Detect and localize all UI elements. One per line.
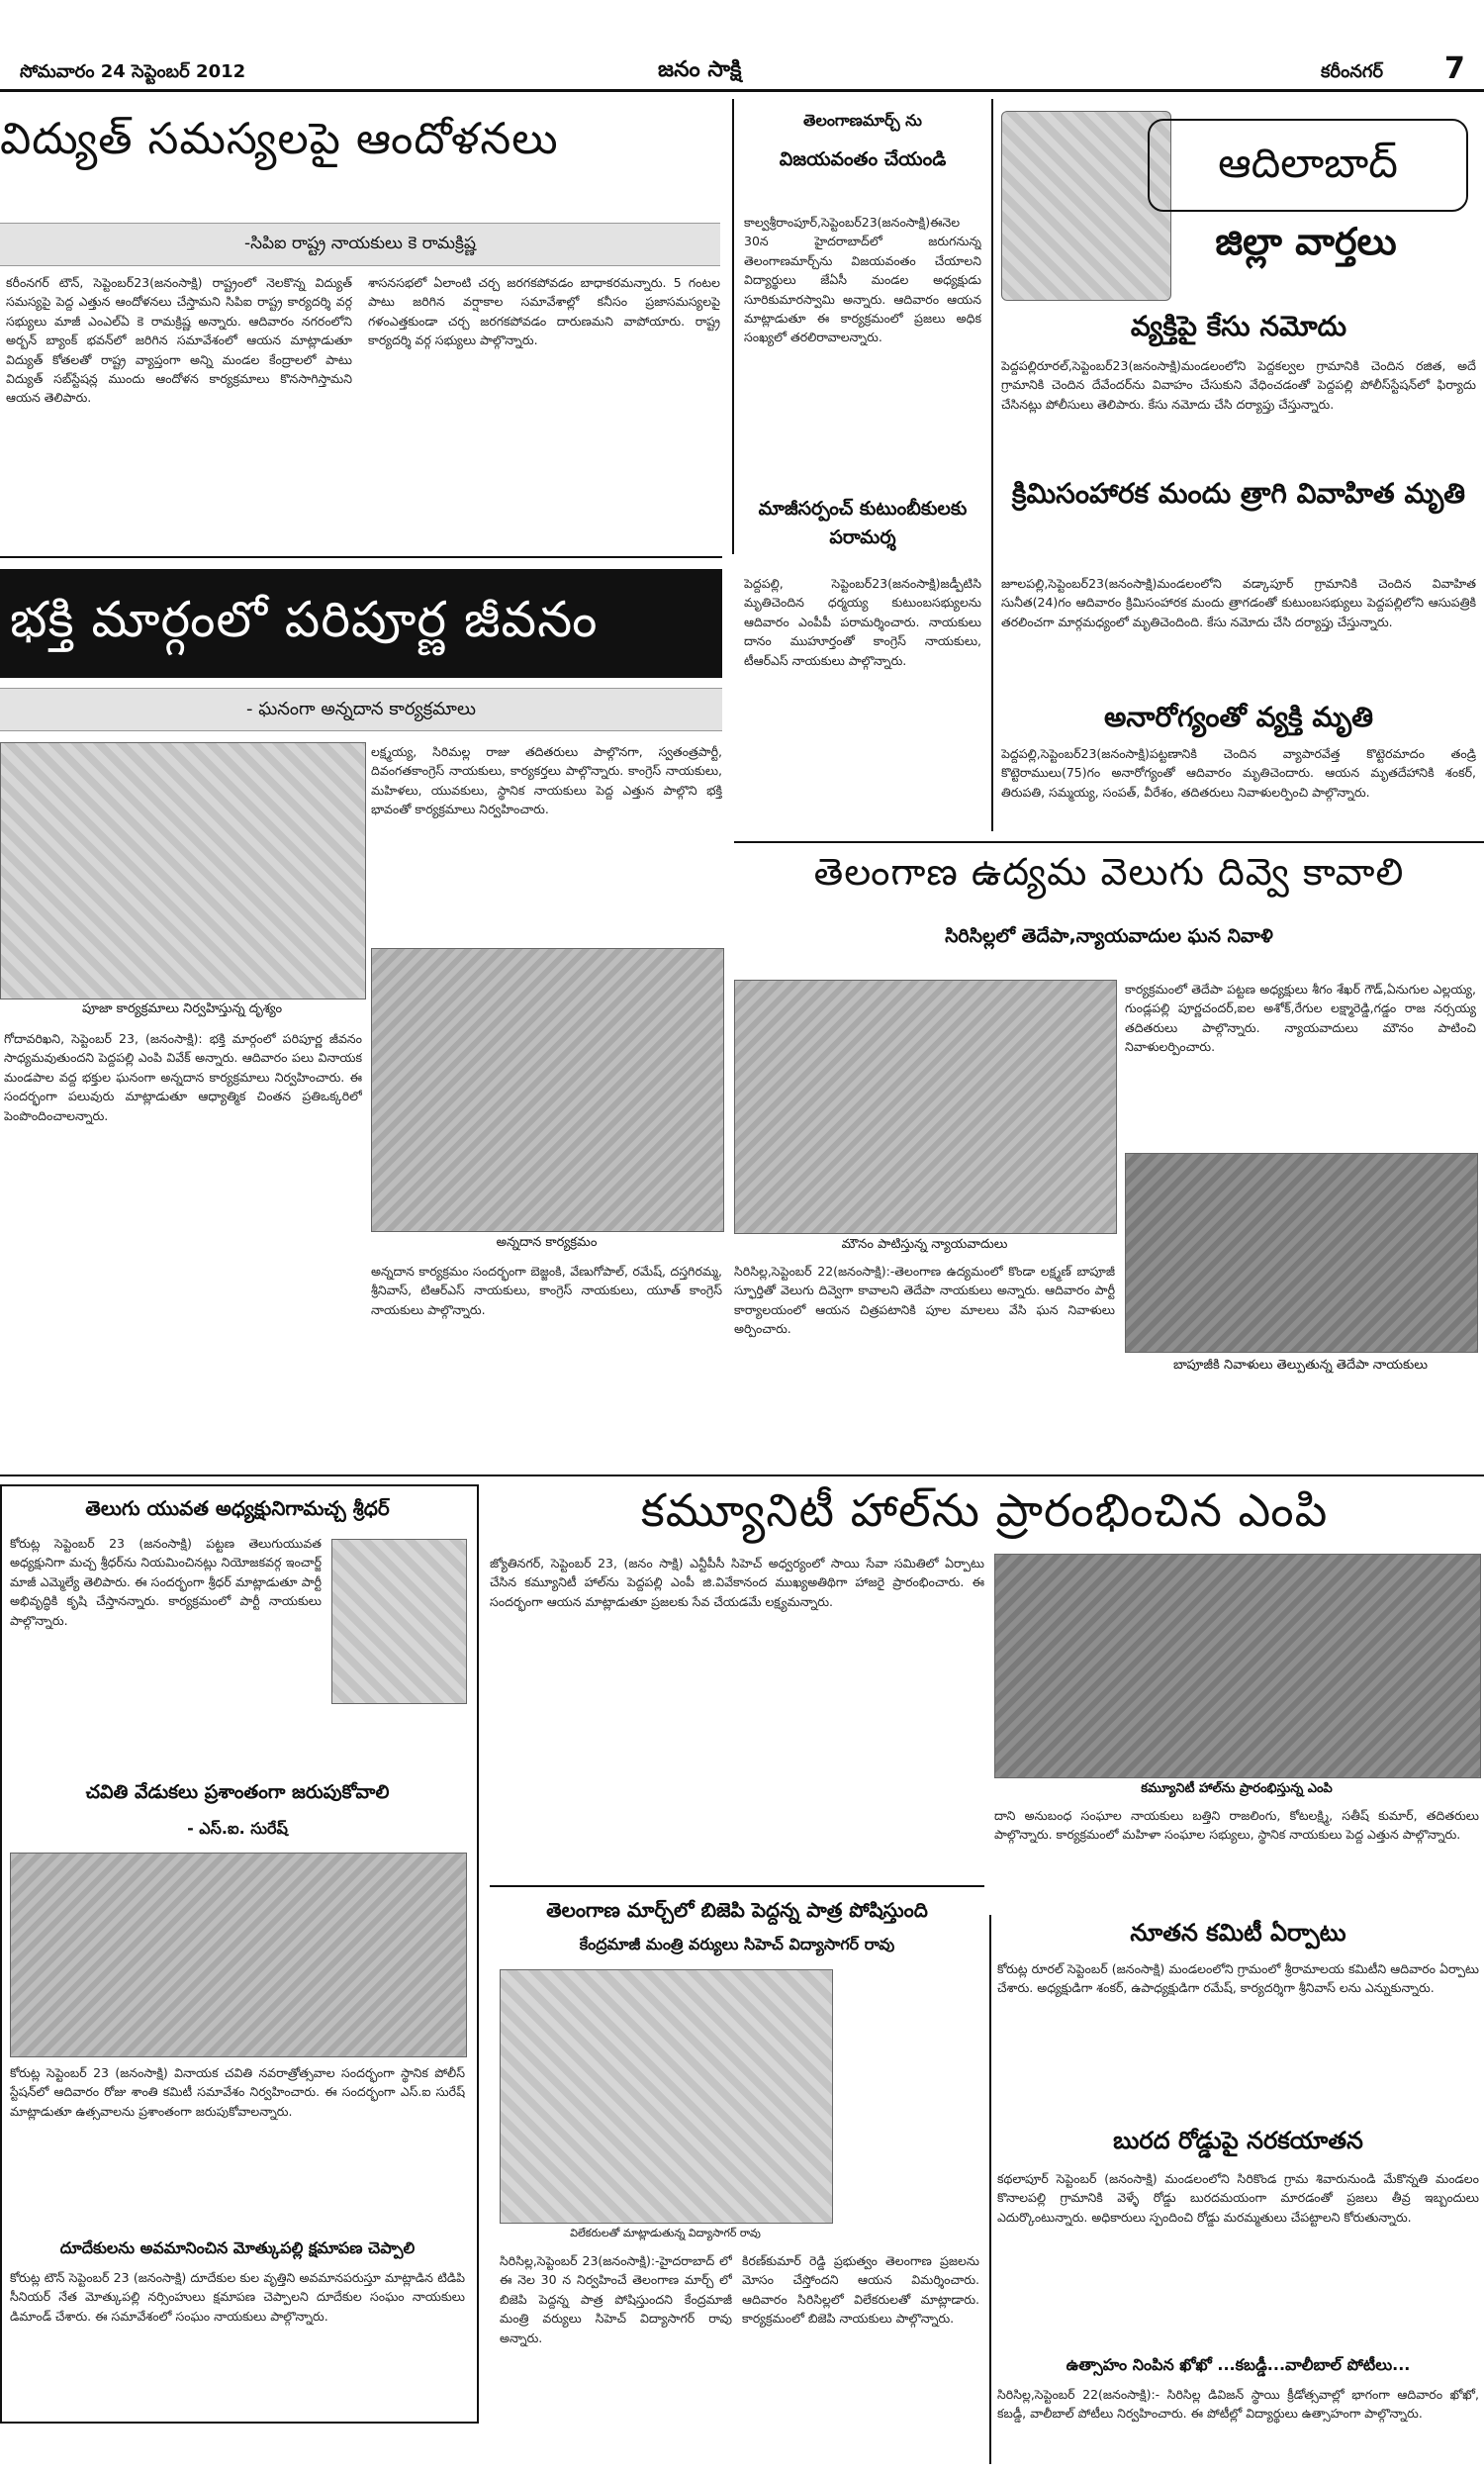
story2-body: కాల్వశ్రీరాంపూర్,సెప్టెంబర్23(జనంసాక్షి)ఈనెల 30న హైదరాబాద్‌లో జరుగనున్న తెలంగాణమార్చ్‌ను విజయవంతం చేయాలని విద్యార్థులు జేఏసీ మండల అధ్యక్షుడు సూరికుమారస్వామి అన్నారు. ఆదివారం ఆయన మాట్లాడుతూ ఈ కార్యక్రమంలో ప్రజలు అధిక సంఖ్యలో తరలిరావాలన్నారు.: [744, 215, 981, 345]
page-number: 7: [1444, 51, 1465, 86]
story1-col1: కరీంనగర్ టౌన్, సెప్టెంబర్23(జనంసాక్షి) రాష్ట్రంలో నెలకొన్న విద్యుత్ సమస్యపై పెద్ద ఎత్తున ఆందోళనలు చేస్తామని సిపిఐ రాష్ట్ర కార్యదర్శి వర్గ సభ్యులు మాజీ ఎంఎల్ఏ కె రామక్రిష్ణ అన్నారు. ఆదివారం నగరంలోని అర్బన్ బ్యాంక్ భవన్‌లో జరిగిన సమావేశంలో ఆయన మాట్లాడుతూ విద్యుత్ కోతలతో రాష్ట్ర వ్యాప్తంగా అన్ని మండల కేంద్రాలలో పాటు విద్యుత్ సబ్‌స్టేషన్ల ముందు ఆందోళన కార్యక్రమాలు కొనసాగిస్తామని ఆయన తెలిపారు.: [6, 275, 352, 406]
story1-col2: శాసనసభలో ఏలాంటి చర్చ జరగకపోవడం బాధాకరమన్నారు. 5 గంటల పాటు జరిగిన వర్షాకాల సమావేశాల్లో కనీసం ప్రజాసమస్యలపై గళంఎత్తకుండా చర్చ జరగకపోవడం దారుణమని వాపోయారు. రాష్ట్ర కార్యదర్శి వర్గ సభ్యులు పాల్గొన్నారు.: [368, 275, 720, 348]
annadanam-photo: [371, 948, 724, 1232]
story7-headline-bar: [0, 569, 722, 678]
story10-body: కోరుట్ల సెప్టెంబర్ 23 (జనంసాక్షి) వినాయక చవితి నవరాత్రోత్సవాల సందర్భంగా స్థానిక పోలీస్ స్టేషన్‌లో ఆదివారం రోజు శాంతి కమిటీ సమావేశం నిర్వహించారు. ఈ సందర్భంగా ఎస్.ఐ సురేష్ మాట్లాడుతూ ఉత్సవాలను ప్రశాంతంగా జరుపుకోవాలన్నారు.: [10, 2065, 465, 2119]
story16-headline: ఉత్సాహం నింపిన ఖోఖో ...కబడ్డీ...వాలీబాల్ పోటీలు...: [1066, 2355, 1411, 2374]
tribute-photo: [1125, 1153, 1478, 1353]
story13-photo-caption: విలేకరులతో మాట్లాడుతున్న విద్యాసాగర్ రావు: [570, 2227, 761, 2239]
story1-byline-bar: [0, 223, 720, 266]
adilabad-subtitle: జిల్లా వార్తలు: [1215, 220, 1397, 263]
story13-col-b: కిరణ్‌కుమార్ రెడ్డి ప్రభుత్వం తెలంగాణ ప్రజలను మోసం చేస్తోందని ఆయన విమర్శించారు. ఆదివారం సిరిసిల్లలో విలేకరులతో మాట్లాడారు. కార్యక్రమంలో బిజెపి నాయకులు పాల్గొన్నారు.: [742, 2253, 979, 2327]
divider: [0, 1475, 1484, 1476]
story11-headline: దూదేకులను అవమానించిన మోత్కుపల్లి క్షమాపణ చెప్పాలి: [59, 2238, 416, 2257]
story7-col-b: లక్ష్మయ్య, సిరిమల్ల రాజు తదితరులు పాల్గొనగా, స్వతంత్రపార్టీ, దివంగతకాంగ్రెస్ నాయకులు, కార్యకర్తలు పాల్గొన్నారు. కాంగ్రెస్ నాయకులు, మహిళలు, యువకులు, స్థానిక నాయకులు పెద్ద ఎత్తున పాల్గొని భక్తి భావంతో కార్యక్రమాలు నిర్వహించారు.: [371, 744, 722, 817]
story9-headline: తెలుగు యువత అధ్యక్షునిగామచ్చ శ్రీధర్: [85, 1496, 390, 1520]
story13-col-a: సిరిసిల్ల,సెప్టెంబర్ 23(జనంసాక్షి):-హైదరాబాద్ లో ఈ నెల 30 న నిర్వహించే తెలంగాణ మార్చ్ లో బిజెపి పెద్దన్న పాత్ర పోషిస్తుందని కేంద్రమాజీ మంత్రి వర్యులు సిహెచ్ విద్యాసాగర్ రావు అన్నారు.: [500, 2253, 732, 2345]
story6-headline: అనారోగ్యంతో వ్యక్తి మృతి: [1103, 701, 1374, 733]
story15-headline: బురద రోడ్డుపై నరకయాతన: [1113, 2127, 1363, 2154]
story3-headline: మాజీసర్పంచ్ కుటుంబీకులకు పరామర్శ: [758, 498, 968, 548]
story13-headline: తెలంగాణ మార్చ్‌లో బిజెపి పెద్దన్న పాత్ర పోషిస్తుంది: [546, 1898, 928, 1922]
story8-photo1-caption: మౌనం పాటిస్తున్న న్యాయవాదులు: [841, 1237, 1008, 1252]
peace-committee-photo: [10, 1853, 467, 2057]
vidyasagar-rao-photo: [500, 1969, 833, 2224]
story7-photo1-caption: పూజా కార్యక్రమాలు నిర్వహిస్తున్న దృశ్యం: [81, 1001, 283, 1016]
divider: [732, 99, 734, 554]
story8-photo2-caption: బాపూజీకి నివాళులు తెల్పుతున్న తెదేపా నాయకులు: [1173, 1358, 1428, 1373]
story12-col-a: జ్యోతినగర్, సెప్టెంబర్ 23, (జనం సాక్షి) ఎన్టీపీసీ సిహెచ్ అధ్వర్యంలో సాయి సేవా సమితిలో ఏర్పాటు చేసిన కమ్యూనిటీ హాల్‌ను పెద్దపల్లి ఎంపీ జి.వివేకానంద ముఖ్యఅతిథిగా హాజరై ప్రారంభించారు. ఈ సందర్భంగా ఆయన మాట్లాడుతూ ప్రజలకు సేవ చేయడమే లక్ష్యమన్నారు.: [490, 1556, 984, 1609]
story3-body: పెద్దపల్లి, సెప్టెంబర్23(జనంసాక్షి)జడ్పీటిసి మృతిచెందిన ధర్మయ్య కుటుంబసభ్యులను ఆదివారం ఎంపీపీ పరామర్శించారు. నాయకులు దానం ముహూర్తంతో కాంగ్రెస్ నాయకులు, టీఆర్ఎస్ నాయకులు పాల్గొన్నారు.: [744, 576, 981, 668]
divider: [991, 99, 993, 831]
story8-col-a: సిరిసిల్ల,సెప్టెంబర్ 22(జనంసాక్షి):-తెలంగాణ ఉద్యమంలో కొండా లక్ష్మణ్ బాపూజీ స్ఫూర్తితో వెలుగు దివ్వెగా కావాలని తెదేపా నాయకులు అన్నారు. ఆదివారం పార్టీ కార్యాలయంలో ఆయన చిత్రపటానికి పూల మాలలు వేసి ఘన నివాళులు అర్పించారు.: [734, 1264, 1115, 1337]
story2-headline: విజయవంతం చేయండి: [779, 148, 947, 170]
story12-col-b: దాని అనుబంధ సంఘాల నాయకులు బత్తిని రాజలింగు, కోటలక్ష్మి, సతీష్ కుమార్, తదితరులు పాల్గొన్నారు. కార్యక్రమంలో మహిళా సంఘాల సభ్యులు, స్థానిక నాయకులు పెద్ద ఎత్తున పాల్గొన్నారు.: [994, 1808, 1479, 1843]
story11-body: కోరుట్ల టౌన్ సెప్టెంబర్ 23 (జనంసాక్షి) దూదేకుల కుల వృత్తిని అవమానపరుస్తూ మాట్లాడిన టిడిపి సీనియర్ నేత మోత్కుపల్లి నర్సింహులు క్షమాపణ చెప్పాలని దూదేకుల సంఘం నాయకులు డిమాండ్ చేశారు. ఈ సమావేశంలో సంఘం నాయకులు పాల్గొన్నారు.: [10, 2270, 465, 2324]
district-label: కరీంనగర్: [1321, 61, 1383, 82]
story7-subhead: - ఘనంగా అన్నదాన కార్యక్రమాలు: [246, 699, 476, 719]
story6-body: పెద్దపల్లి,సెప్టెంబర్23(జనంసాక్షి)పట్టణానికి చెందిన వ్యాపారవేత్త కొట్టెరమాదం తండ్రి కొట్టెరాములు(75)గం అనారోగ్యంతో ఆదివారం మృతిచెందారు. ఆయన మృతదేహానికి శంకర్, తిరుపతి, సమ్మయ్య, సంపత్, వీరేశం, తదితరులు నివాళులర్పించి పాల్గొన్నారు.: [1001, 746, 1476, 800]
story16-body: సిరిసిల్ల,సెప్టెంబర్ 22(జనంసాక్షి):- సిరిసిల్ల డివిజన్ స్థాయి క్రీడోత్సవాల్లో భాగంగా ఆదివారం ఖోఖో, కబడ్డీ, వాలీబాల్ పోటీలు నిర్వహించారు. ఈ పోటీల్లో విద్యార్థులు ఉత్సాహంగా పాల్గొన్నారు.: [997, 2387, 1479, 2422]
story14-body: కోరుట్ల రూరల్ సెప్టెంబర్ (జనంసాక్షి) మండలంలోని గ్రామంలో శ్రీరామాలయ కమిటీని ఆదివారం ఏర్పాటు చేశారు. అధ్యక్షుడిగా శంకర్, ఉపాధ్యక్షుడిగా రమేష్, కార్యదర్శిగా శ్రీనివాస్ లను ఎన్నుకున్నారు.: [997, 1961, 1479, 1996]
story7-subhead-bar: [0, 688, 722, 731]
story2-kicker: తెలంగాణమార్చ్ ను: [803, 111, 922, 130]
divider: [734, 841, 1484, 843]
story12-headline: కమ్యూనిటీ హాల్‌ను ప్రారంభించిన ఎంపి: [640, 1483, 1329, 1537]
story1-byline: -సిపిఐ రాష్ట్ర నాయకులు కె రామక్రిష్ణ: [243, 234, 476, 253]
story7-col-c: అన్నదాన కార్యక్రమం సందర్భంగా బెజ్జంకి, వేణుగోపాల్, రమేష్, దస్తగిరమ్మ, శ్రీనివాస్, టిఆర్ఎస్ నాయకులు, కాంగ్రెస్ నాయకులు, యూత్ కాంగ్రెస్ నాయకులు పాల్గొన్నారు.: [371, 1264, 722, 1317]
story8-col-b: కార్యక్రమంలో తెదేపా పట్టణ అధ్యక్షులు శీగం శేఖర్ గౌడ్,ఏనుగుల ఎల్లయ్య, గుండ్లపల్లి పూర్ణచందర్,ఐల అశోక్,రేగుల లక్ష్మారెడ్డి,గడ్డం రాజ నర్సయ్య తదితరులు పాల్గొన్నారు. న్యాయవాదులు మౌనం పాటించి నివాళులర్పించారు.: [1125, 982, 1476, 1055]
story4-body: పెద్దపల్లిరూరల్,సెప్టెంబర్23(జనంసాక్షి)మండలంలోని పెద్దకల్వల గ్రామానికి చెందిన రజిత, అదే గ్రామానికి చెందిన దేవేందర్‌ను వివాహం చేసుకుని వేధించడంతో పెద్దపల్లి పోలీస్‌స్టేషన్‌లో ఫిర్యాదు చేసినట్లు పోలీసులు తెలిపారు. కేసు నమోదు చేసి దర్యాప్తు చేస్తున్నారు.: [1001, 358, 1476, 412]
story10-headline: చవితి వేడుకలు ప్రశాంతంగా జరుపుకోవాలి: [85, 1781, 390, 1803]
divider: [989, 1915, 991, 2464]
story8-subhead: సిరిసిల్లలో తెదేపా,న్యాయవాదుల ఘన నివాళి: [945, 925, 1273, 947]
story5-body: జూలపల్లి,సెప్టెంబర్23(జనంసాక్షి)మండలంలోని వడ్కాపూర్ గ్రామానికి చెందిన వివాహిత సునీత(24)గం ఆదివారం క్రిమిసంహారక మందు త్రాగడంతో కుటుంబసభ్యులు పెద్దపల్లిలోని ఆసుపత్రికి తరలించగా మార్గమధ్యంలో మృతిచెందింది. కేసు నమోదు చేసి దర్యాప్తు చేస్తున్నారు.: [1001, 576, 1476, 629]
story14-headline: నూతన కమిటీ ఏర్పాటు: [1130, 1919, 1346, 1947]
divider: [490, 1885, 984, 1887]
story10-byline: - ఎస్.ఐ. సురేష్: [187, 1819, 288, 1838]
story13-subhead: కేంద్రమాజీ మంత్రి వర్యులు సిహెచ్ విద్యాసాగర్ రావు: [579, 1935, 895, 1953]
story15-body: కథలాపూర్ సెప్టెంబర్ (జనంసాక్షి) మండలంలోని సిరికొండ గ్రామ శివారునుండి మేకొన్నతి మండలం కొనాలపల్లి గ్రామానికి వెళ్ళే రోడ్డు బురదమయంగా మారడంతో ప్రజలు తీవ్ర ఇబ్బందులు ఎదుర్కొంటున్నారు. అధికారులు స్పందించి రోడ్డు మరమ్మతులు చేపట్టాలని కోరుతున్నారు.: [997, 2171, 1479, 2225]
community-hall-photo: [994, 1554, 1481, 1778]
story1-headline: విద్యుత్ సమస్యలపై ఆందోళనలు: [0, 114, 559, 164]
story12-photo-caption: కమ్యూనిటీ హాల్‌ను ప్రారంభిస్తున్న ఎంపి: [1141, 1781, 1333, 1796]
story9-body: కోరుట్ల సెప్టెంబర్ 23 (జనంసాక్షి) పట్టణ తెలుగుయువత అధ్యక్షునిగా మచ్చ శ్రీధర్‌ను నియమించినట్లు నియోజకవర్గ ఇంచార్జ్ మాజీ ఎమ్మెల్యే తెలిపారు. ఈ సందర్భంగా శ్రీధర్ మాట్లాడుతూ పార్టీ అభివృద్ధికి కృషి చేస్తానన్నారు. కార్యక్రమంలో పార్టీ నాయకులు పాల్గొన్నారు.: [10, 1536, 322, 1628]
adilabad-title-box: [1148, 119, 1468, 212]
sridhar-portrait: [331, 1539, 467, 1704]
puja-photo: [0, 742, 366, 999]
story8-headline: తెలంగాణ ఉద్యమ వెలుగు దివ్వె కావాలి: [813, 850, 1405, 894]
portrait-image: [1001, 111, 1171, 301]
masthead-logo: జనం సాక్షి: [658, 57, 742, 82]
story7-photo2-caption: అన్నదాన కార్యక్రమం: [496, 1235, 598, 1250]
story7-col-a: గోదావరిఖని, సెప్టెంబర్ 23, (జనంసాక్షి): భక్తి మార్గంలో పరిపూర్ణ జీవనం సాధ్యమవుతుందని పెద్దపల్లి ఎంపి వివేక్ అన్నారు. ఆదివారం పలు వినాయక మండపాల వద్ద భక్తుల ఘనంగా అన్నదాన కార్యక్రమాలు నిర్వహించారు. ఈ సందర్భంగా పలువురు మాట్లాడుతూ ఆధ్యాత్మిక చింతన ప్రతిఒక్కరిలో పెంపొందించాలన్నారు.: [4, 1031, 362, 1123]
story5-headline: క్రిమిసంహారక మందు త్రాగి వివాహిత మృతి: [1011, 477, 1466, 510]
divider: [0, 556, 722, 558]
story7-headline: భక్తి మార్గంలో పరిపూర్ణ జీవనం: [10, 591, 599, 648]
page-header: [0, 0, 1484, 92]
issue-date: సోమవారం 24 సెప్టెంబర్ 2012: [20, 61, 246, 82]
story4-headline: వ్యక్తిపై కేసు నమోదు: [1130, 310, 1347, 342]
adilabad-title: ఆదిలాబాద్: [1218, 139, 1398, 187]
lawyers-silence-photo: [734, 980, 1117, 1234]
